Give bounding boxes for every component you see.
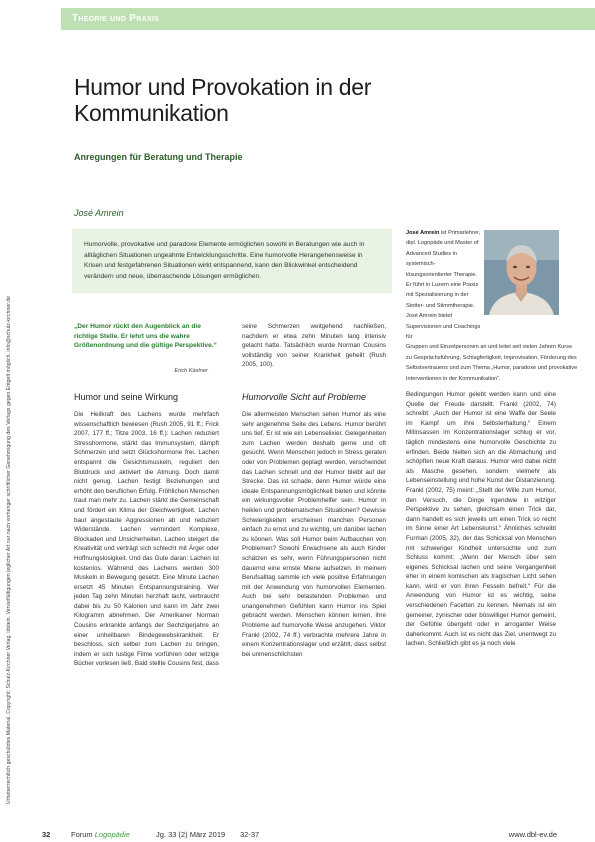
- journal-brand: [71, 830, 130, 839]
- pull-quote: „Der Humor rückt den Augenblick an die richtige Stelle. Er lehrt uns die wahre Größenordnung und die gültige Perspektive.“: [74, 323, 217, 350]
- bio-narrow: [406, 228, 481, 342]
- col2-body: Die allermeisten Menschen sehen Humor als eine sehr angenehme Seite des Lebens. Humor berührt uns tief. Er ist wie ein Lebenselixier. Gelegenheiten zum Lachen werden deshalb gerne und oft gesucht. Wenn Menschen jedoch in Stress geraten oder von Problemen geplagt werden, verschwindet das Lachen schnell und der Humor bleibt auf der Strecke. Das ist schade, denn Humor würde eine ideale Entspannungsmöglichkeit bieten und könnte ein wirkungsvoller Problemhelfer sein. Humor in heiklen und problematischen Situationen? Gewisse Schwierigkeiten erscheinen manchen Personen einfach zu ernst und zu wichtig, um darüber lachen zu können. Was soll Humor beim Aufbauchen von Problemen? Sowohl Erwachsene als auch Kinder schätzen es sehr, wenn Führungspersonen nicht dauernd eine ernste Miene aufsetzen. In meinem Berufsalltag sammle ich viele positive Erfahrungen mit der Anwendung von humorvollen Elementen. Auch bei sehr belastenden Problemen und unangenehmen Gefühlen kann Humor ins Spiel gebracht werden. Menschen können lernen, ihre Probleme auf humorvolle Weise anzugehen. Viktor Frankl (2002, 74 ff.) verbrachte mehrere Jahre in einem Konzentrationslager und erzählt, dass selbst bei unmenschlichsten: [242, 411, 386, 658]
- copyright-sidebar: [4, 14, 20, 814]
- col2-intro: seine Schmerzen weitgehend nachließen, nachdem er etwa zehn Minuten lang intensiv gelacht hatte. Tatsächlich wurde Norman Cousins vollständig von seiner Krankheit geheilt (Rush 2005, 100).: [242, 323, 386, 369]
- bio-wide-text: Gruppen und Einzelpersonen an und leitet seit vielen Jahren Kurse zu Gesprächsführung, Schlagfertigkeit, Improvisation, Förderung des Selbstvertrauens und zum Thema „Humor, paradoxe und provokative Interventionen in der Kommunikation“.: [406, 344, 578, 382]
- page-footer: [0, 830, 595, 842]
- article-subtitle: Anregungen für Beratung und Therapie: [74, 152, 243, 162]
- bio-narrow-text: ist Primarlehrer, dipl. Logopäde und Master of Advanced Studies in systemisch-lösungsorientierter Therapie. Er führt in Luzern eine Praxis mit Spezialisierung in der Stotter- und Stimmtherapie. José Amrein bietet Supervisionen und Coachings für: [406, 230, 481, 341]
- col1-body: Die Heilkraft des Lachens wurde mehrfach wissenschaftlich bewiesen (Rush 2005, 91 ff.; Frick 2007, 177 ff.; Titze 2003, 16 ff.): Lachen reduziert Stresshormone, stärkt das Immunsystem, dämpft Schmerzen und setzt Glückshormone frei. Lachen entspannt die Gesichtsmuskeln, reguliert den Blutdruck und aktiviert die Atmung. Doch damit nicht genug. Lachen festigt Beziehungen und erhöht den beruflichen Erfolg. Fröhlichen Menschen traut man mehr zu. Lachen stärkt die Gemeinschaft und fördert ein Klima der Gleichwertigkeit. Lachen baut angestaute Aggressionen ab und reduziert Widerstände. Lachen vermindert Komplexe, Blockaden und Unsicherheiten. Lachen steigert die Kreativität und verträgt sich schlecht mit Ärger oder Hoffnungslosigkeit. Und das Gute daran: Lachen ist kostenlos. Während des Lachens werden 300 Muskeln in Bewegung gesetzt. Eine Minute Lachen ersetzt 45 Minuten Entspannungstraining. Wer jeden Tag zehn Minuten herzhaft lacht, verbraucht dabei bis zu 50 Kalorien und kann im Jahr zwei Kilogramm abnehmen. Der Amerikaner Norman Cousins erkrankte anfangs der Sechzigerjahre an einer unheilbaren Bindegewebskrankheit. Er beschloss, sich selber zum Lachen zu bringen, indem er sich lustige Filme vorführen oder witzige Bücher vorlesen ließ. Bald stellte Cousins fest, dass: [74, 411, 219, 668]
- col2-heading: Humorvolle Sicht auf Probleme: [242, 392, 367, 402]
- article-author: José Amrein: [74, 208, 124, 218]
- footer-url: www.dbl-ev.de: [508, 830, 557, 839]
- portrait-image: [484, 230, 559, 315]
- author-photo: [484, 230, 559, 315]
- col1-heading: Humor und seine Wirkung: [74, 392, 179, 402]
- abstract-box: [72, 229, 392, 293]
- issue-info: Jg. 33 (2) März 2019: [156, 830, 226, 839]
- quote-author: Erich Kästner: [174, 368, 208, 374]
- page-number: 32: [42, 830, 51, 839]
- brand-prefix: Forum: [71, 830, 93, 839]
- bio-name: José Amrein: [406, 230, 440, 236]
- article-title: Humor und Provokation in der Kommunikation: [74, 74, 372, 126]
- col3-body: Bedingungen Humor gelebt werden kann und eine Quelle der Freude darstellt. Frankl (2002, 74) schreibt: „Auch der Humor ist eine Waffe der Seele im Kampf um ihre Selbsterhaltung.“ Einem Mitinsassen im Konzentrationslager schlug er vor, täglich mindestens eine humorvolle Geschichte zu erfinden. Beide hielten sich an die Abmachung und schöpften neue Kraft daraus. Humor wird dabei nicht als Masche gesehen, sondern vielmehr als Lebenseinstellung und hohe Kunst der Distanzierung. Frankl (2002, 75) meint: „Stellt der Wille zum Humor, den Versuch, die Dinge irgendwie in witziger Perspektive zu sehen, gleichsam einen Trick dar, dann handelt es sich jeweils um einen Trick so recht im Sinne einer Art Lebenskunst.“ Ähnliches schreibt Furman (2005, 32), der das Schicksal von Menschen mit schwieriger Kindheit untersuchte und zum Schluss kommt: „Wenn der Mensch über sein eigenes Schicksal lachen und seine Vergangenheit eher in einem komischen als tragischen Licht sehen kann, wird er von ihren Fesseln befreit.“ Für die Anwendung von Humor ist es wichtig, seine verschiedenen Facetten zu kennen. Niemals ist ein gemeiner, zynischer oder böswilliger Humor gemeint, der Gefühle übergeht oder in arroganter Weise daherkommt. Auch ist es nicht das Ziel, unentwegt zu lachen. Schließlich gibt es ja noch viele: [406, 391, 556, 648]
- section-label: Theorie und Praxis: [72, 13, 160, 24]
- abstract-text: Humorvolle, provokative und paradoxe Elemente ermöglichen sowohl in Beratungen wie auch in alltäglichen Situationen ungeahnte Entwicklungsschritte. Eine humorvolle Herangehensweise in Krisen und festgefahrenen Situationen wirkt entspannend, kann den Blickwinkel entscheidend verändern und neue, überraschende Lösungen ermöglichen.: [84, 241, 365, 280]
- copyright-notice: Urheberrechtlich geschütztes Material. Copyright: Schulz-Kirchner Verlag. Idstein. Vervielfältigungen jeglicher Art nur nach vorheriger schriftlicher Genehmigung des Verlags gegen Entgelt möglich. info@schulz-kirchner.de: [6, 296, 12, 804]
- page-range: 32-37: [240, 830, 260, 839]
- brand-logo: Logopädie: [94, 830, 130, 839]
